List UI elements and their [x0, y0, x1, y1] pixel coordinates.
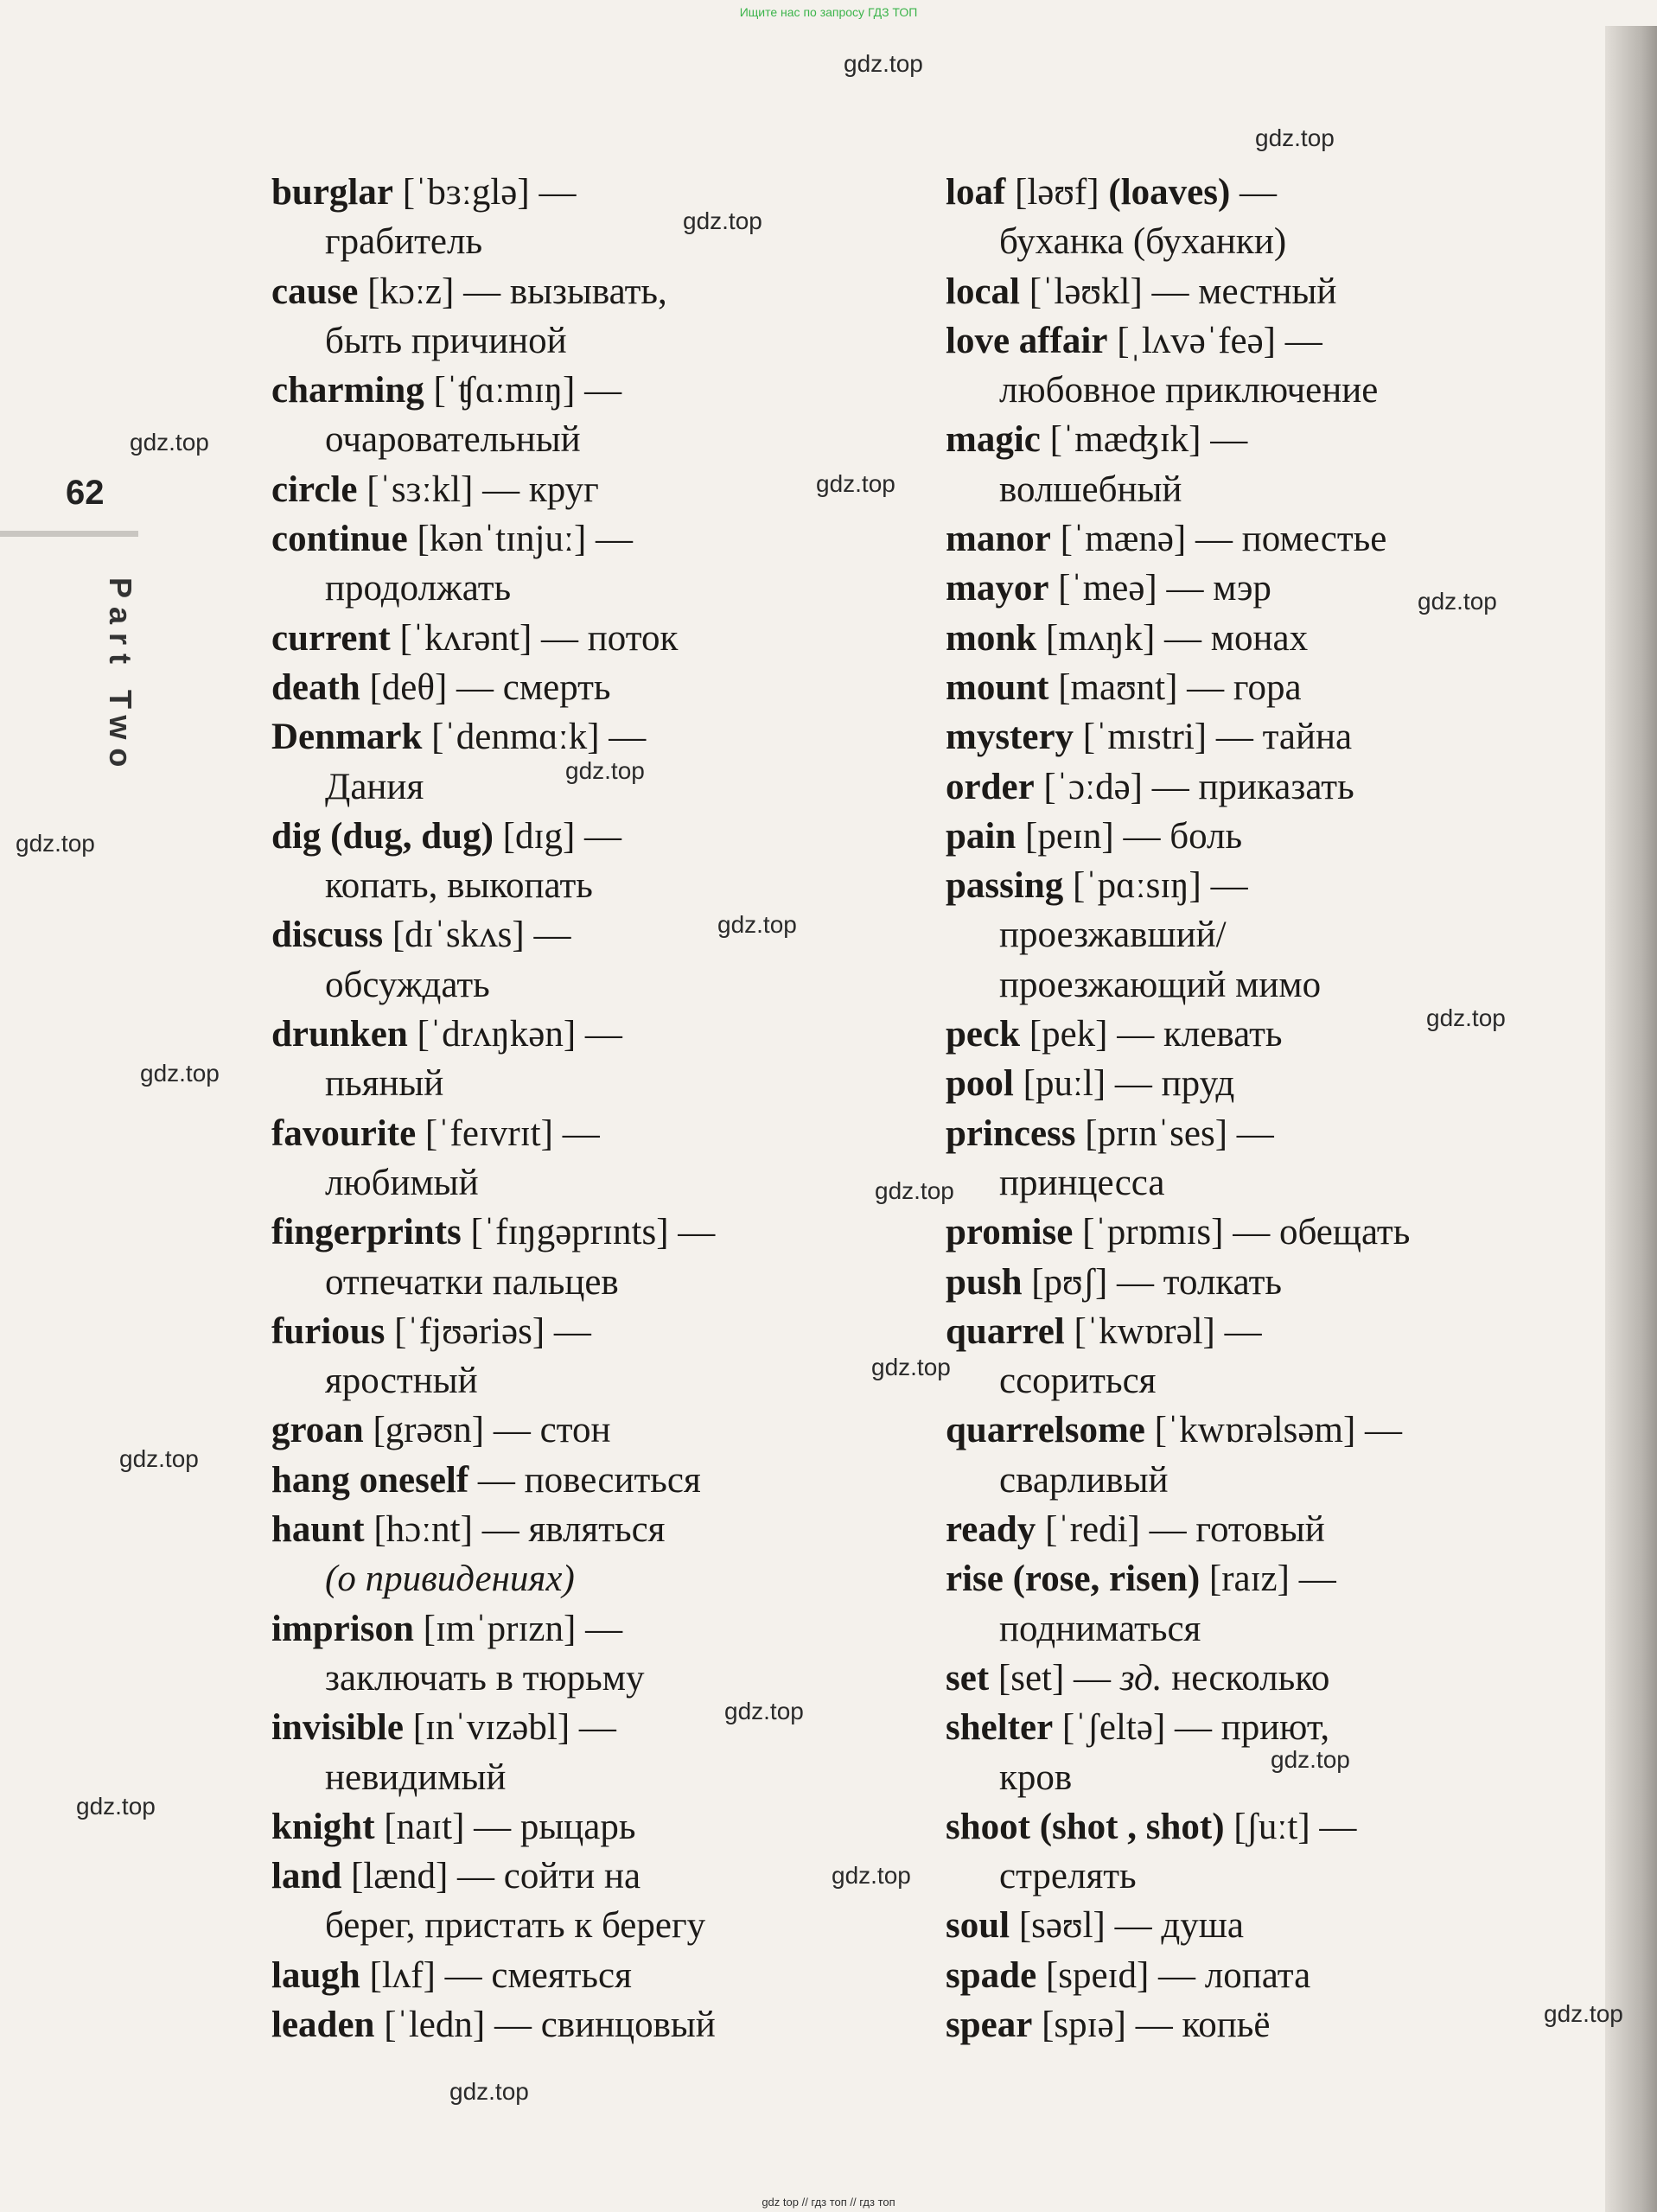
entry-headword: leaden	[271, 2004, 375, 2045]
vocabulary-entry	[271, 1852, 876, 1951]
entry-transcription: [ˈredi] — готовый	[1036, 1509, 1325, 1551]
entry-translation: сварливый	[999, 1459, 1169, 1501]
entry-headword: charming	[271, 370, 424, 411]
watermark: gdz.top	[844, 50, 923, 77]
entry-line	[271, 168, 876, 217]
entry-translation: копать, выкопать	[325, 865, 593, 907]
entry-line	[271, 1604, 876, 1654]
entry-line	[271, 663, 876, 712]
page-edge-shadow	[1605, 26, 1657, 2212]
vocabulary-entry	[946, 1406, 1533, 1505]
vocabulary-entry	[946, 1505, 1533, 1554]
entry-headword: monk	[946, 617, 1037, 659]
entry-headword: soul	[946, 1905, 1010, 1947]
entry-line	[946, 514, 1533, 564]
entry-transcription: [ˈbɜːglə] —	[392, 172, 577, 213]
vocabulary-entry	[946, 1703, 1533, 1802]
entry-line	[946, 1258, 1533, 1307]
entry-headword: pool	[946, 1063, 1014, 1105]
entry-headword: land	[271, 1856, 342, 1897]
entry-transcription: [ˈʧɑːmɪŋ] —	[424, 370, 622, 411]
watermark: gdz.top	[119, 1445, 199, 1472]
entry-line	[946, 1406, 1533, 1455]
watermark: gdz.top	[871, 1354, 951, 1380]
entry-transcription: [puːl] — пруд	[1013, 1063, 1235, 1105]
entry-line	[271, 366, 876, 415]
entry-headword: shoot (shot , shot)	[946, 1806, 1225, 1847]
watermark: gdz.top	[683, 207, 762, 234]
entry-line	[271, 514, 876, 564]
vocabulary-entry	[271, 812, 876, 911]
entry-headword: pain	[946, 815, 1017, 857]
entry-headword: ready	[946, 1509, 1036, 1551]
vocabulary-entry	[946, 1208, 1533, 1257]
entry-transcription: [ʃuːt] —	[1224, 1806, 1357, 1847]
entry-line	[946, 1654, 1533, 1703]
entry-headword: burglar	[271, 172, 393, 213]
entry-line	[271, 712, 876, 762]
watermark: gdz.top	[565, 757, 645, 784]
entry-transcription: — повеситься	[468, 1459, 701, 1501]
entry-translation: продолжать	[325, 568, 512, 609]
side-rule	[0, 531, 138, 537]
entry-transcription: [ˌlʌvəˈfeə] —	[1107, 320, 1322, 361]
entry-line	[946, 267, 1533, 316]
entry-line	[946, 316, 1533, 366]
vocabulary-entry	[946, 1059, 1533, 1108]
entry-translation: любовное приключение	[999, 370, 1379, 411]
entry-headword: loaf	[946, 172, 1006, 213]
entry-transcription: [səʊl] — душа	[1010, 1905, 1244, 1947]
watermark: gdz.top	[1544, 2000, 1623, 2027]
vocabulary-entry	[271, 1109, 876, 1208]
entry-translation: пьяный	[325, 1063, 444, 1105]
vocabulary-entry	[946, 712, 1533, 762]
entry-line	[946, 1951, 1533, 2000]
watermark: gdz.top	[724, 1698, 804, 1724]
entry-line	[946, 168, 1533, 217]
watermark: gdz.top	[875, 1177, 954, 1204]
vocabulary-entry	[946, 762, 1533, 812]
watermark: gdz.top	[449, 2078, 529, 2105]
vocabulary-entry	[271, 465, 876, 514]
entry-translation-tail: несколько	[1162, 1657, 1330, 1699]
entry-headword: continue	[271, 519, 408, 560]
entry-transcription: [lʌf] — смеяться	[360, 1954, 632, 1996]
entry-headword: laugh	[271, 1954, 360, 1996]
entry-headword: manor	[946, 519, 1051, 560]
entry-headword: spade	[946, 1954, 1037, 1996]
entry-headword: groan	[271, 1410, 364, 1451]
entry-transcription: [dɪg] —	[493, 815, 622, 857]
entry-transcription: [ˈpɑːsɪŋ] —	[1063, 865, 1248, 907]
entry-transcription: [grəʊn] — стон	[363, 1410, 611, 1451]
vocabulary-entry	[946, 614, 1533, 663]
entry-translation: Дания	[325, 766, 424, 807]
entry-line	[946, 1109, 1533, 1158]
entry-translation: ссориться	[999, 1361, 1157, 1402]
entry-headword: fingerprints	[271, 1212, 462, 1253]
entry-line	[271, 1951, 876, 2000]
entry-transcription: [prɪnˈses] —	[1075, 1112, 1274, 1154]
vocabulary-entry	[946, 2000, 1533, 2049]
vocabulary-entry	[946, 514, 1533, 564]
vocabulary-entry	[271, 1406, 876, 1455]
entry-translation: грабитель	[325, 221, 483, 263]
vocabulary-entry	[271, 1802, 876, 1852]
watermark: gdz.top	[16, 830, 95, 857]
entry-line	[946, 2000, 1533, 2049]
entry-line	[946, 614, 1533, 663]
entry-headword: rise (rose, risen)	[946, 1559, 1201, 1600]
entry-line	[271, 1208, 876, 1257]
entry-transcription: [deθ] — смерть	[360, 666, 611, 708]
entry-headword: quarrel	[946, 1310, 1065, 1352]
entry-headword: shelter	[946, 1707, 1054, 1749]
entry-headword: cause	[271, 271, 359, 312]
watermark: gdz.top	[1271, 1746, 1350, 1773]
entry-transcription: [ˈmeə] — мэр	[1048, 568, 1271, 609]
entry-transcription: [ˈləʊkl] — местный	[1019, 271, 1337, 312]
page-number: 62	[66, 474, 105, 512]
entry-transcription: [dɪˈskʌs] —	[383, 915, 571, 956]
vocabulary-entry	[271, 514, 876, 614]
watermark: gdz.top	[1255, 124, 1335, 151]
entry-translation: стрелять	[999, 1856, 1137, 1897]
vocabulary-entry	[946, 168, 1533, 267]
entry-transcription: [pʊʃ] — толкать	[1022, 1261, 1283, 1303]
entry-transcription: [peɪn] — боль	[1016, 815, 1243, 857]
entry-headword: push	[946, 1261, 1023, 1303]
entry-translation: проезжающий мимо	[999, 964, 1322, 1005]
entry-transcription: [ˈmɪstri] — тайна	[1074, 717, 1353, 758]
vocabulary-entry	[271, 168, 876, 267]
entry-line	[946, 1554, 1533, 1603]
watermark: gdz.top	[816, 470, 895, 497]
bottom-banner: gdz top // гдз топ // гдз топ	[762, 2196, 895, 2209]
entry-headword: peck	[946, 1014, 1020, 1055]
vocabulary-entry	[271, 267, 876, 367]
entry-transcription: [lænd] — сойти на	[341, 1856, 641, 1897]
vocabulary-entry	[946, 663, 1533, 712]
entry-line	[271, 1109, 876, 1158]
vocabulary-entry	[946, 316, 1533, 416]
watermark: gdz.top	[140, 1060, 220, 1087]
entry-line	[946, 812, 1533, 861]
entry-translation: заключать в тюрьму	[325, 1657, 645, 1699]
entry-headword: drunken	[271, 1014, 408, 1055]
entry-headword: princess	[946, 1112, 1076, 1154]
entry-line	[271, 1852, 876, 1901]
entry-translation: любимый	[325, 1162, 479, 1203]
entry-headword: discuss	[271, 915, 384, 956]
entry-transcription: [ˈɔːdə] — приказать	[1034, 766, 1354, 807]
entry-translation: (о привидениях)	[325, 1559, 575, 1600]
entry-translation-tail: —	[1230, 172, 1278, 213]
entry-translation: очаровательный	[325, 419, 581, 461]
entry-headword: quarrelsome	[946, 1410, 1145, 1451]
vocabulary-column-left	[271, 168, 876, 2049]
entry-line	[946, 1505, 1533, 1554]
entry-transcription: [ˈfeɪvrɪt] —	[416, 1112, 600, 1154]
entry-line	[271, 1802, 876, 1852]
vocabulary-entry	[946, 415, 1533, 514]
entry-headword: love affair	[946, 320, 1108, 361]
vocabulary-entry	[271, 1604, 876, 1704]
entry-headword: current	[271, 617, 391, 659]
entry-line	[271, 614, 876, 663]
entry-transcription: [speɪd] — лопата	[1036, 1954, 1311, 1996]
entry-headword: furious	[271, 1310, 386, 1352]
entry-headword: set	[946, 1657, 990, 1699]
entry-translation: подниматься	[999, 1608, 1201, 1649]
vocabulary-entry	[946, 267, 1533, 316]
vocabulary-entry	[946, 1258, 1533, 1307]
part-label: Part Two	[103, 577, 138, 776]
entry-line	[946, 1208, 1533, 1257]
entry-translation: берег, пристать к берегу	[325, 1905, 706, 1947]
entry-transcription: [ˈkwɒrəl] —	[1064, 1310, 1262, 1352]
entry-line	[946, 712, 1533, 762]
entry-transcription: [ˈfɪŋgəprɪnts] —	[461, 1212, 716, 1253]
entry-abbreviation: зд.	[1119, 1657, 1163, 1699]
vocabulary-entry	[946, 1307, 1533, 1406]
entry-transcription: [ɪmˈprɪzn] —	[413, 1608, 623, 1649]
entry-transcription: [kɔːz] — вызывать,	[358, 271, 667, 312]
watermark: gdz.top	[1426, 1004, 1506, 1031]
entry-headword: death	[271, 666, 360, 708]
entry-headword: order	[946, 766, 1035, 807]
vocabulary-entry	[946, 1109, 1533, 1208]
vocabulary-entry	[946, 1901, 1533, 1950]
vocabulary-entry	[271, 1010, 876, 1109]
entry-line	[271, 1010, 876, 1059]
vocabulary-entry	[271, 1307, 876, 1406]
vocabulary-entry	[271, 1951, 876, 2000]
entry-transcription: [ˈdenmɑːk] —	[422, 717, 647, 758]
entry-transcription: [ˈmæʤɪk] —	[1040, 419, 1248, 461]
entry-headword: knight	[271, 1806, 375, 1847]
entry-line	[946, 762, 1533, 812]
entry-headword: mystery	[946, 717, 1074, 758]
entry-transcription: [ləʊf]	[1005, 172, 1109, 213]
entry-translation: проезжавший/	[999, 915, 1227, 956]
entry-translation: принцесса	[999, 1162, 1165, 1203]
entry-line	[946, 415, 1533, 464]
entry-headword: passing	[946, 865, 1064, 907]
entry-headword: mount	[946, 666, 1049, 708]
entry-transcription: [ˈʃeltə] — приют,	[1053, 1707, 1330, 1749]
entry-headword: spear	[946, 2004, 1033, 2045]
watermark: gdz.top	[832, 1862, 911, 1889]
entry-headword: imprison	[271, 1608, 414, 1649]
watermark: gdz.top	[1418, 588, 1497, 615]
entry-line	[946, 1703, 1533, 1752]
entry-headword: local	[946, 271, 1020, 312]
watermark: gdz.top	[130, 429, 209, 456]
entry-translation: волшебный	[999, 469, 1182, 510]
vocabulary-entry	[946, 861, 1533, 1010]
entry-line	[271, 1505, 876, 1554]
entry-headword: mayor	[946, 568, 1049, 609]
entry-headword: magic	[946, 419, 1041, 461]
entry-translation: быть причиной	[325, 320, 567, 361]
entry-plural-form: (loaves)	[1108, 172, 1231, 213]
entry-translation: буханка (буханки)	[999, 221, 1287, 263]
entry-transcription: [ˈmænə] — поместье	[1050, 519, 1387, 560]
entry-translation: кров	[999, 1756, 1073, 1798]
entry-headword: invisible	[271, 1707, 404, 1749]
vocabulary-entry	[271, 2000, 876, 2049]
vocabulary-entry	[271, 663, 876, 712]
entry-transcription: [raɪz] —	[1200, 1559, 1336, 1600]
entry-headword: promise	[946, 1212, 1074, 1253]
vocabulary-entry	[271, 1208, 876, 1307]
entry-line	[946, 1802, 1533, 1852]
entry-transcription: [maʊnt] — гора	[1048, 666, 1302, 708]
entry-transcription: [ɪnˈvɪzəbl] —	[403, 1707, 616, 1749]
entry-translation: яростный	[325, 1361, 478, 1402]
entry-transcription: [naɪt] — рыцарь	[374, 1806, 636, 1847]
entry-headword: Denmark	[271, 717, 423, 758]
entry-headword: hang oneself	[271, 1459, 469, 1501]
entry-line	[271, 465, 876, 514]
entry-line	[946, 861, 1533, 910]
entry-line	[946, 663, 1533, 712]
watermark: gdz.top	[76, 1793, 156, 1820]
vocabulary-entry	[946, 1802, 1533, 1902]
entry-line	[271, 812, 876, 861]
entry-line	[946, 1307, 1533, 1356]
entry-transcription: [ˈkwɒrəlsəm] —	[1144, 1410, 1403, 1451]
vocabulary-entry	[271, 614, 876, 663]
vocabulary-entry	[271, 1456, 876, 1505]
top-banner: Ищите нас по запросу ГДЗ ТОП	[739, 5, 918, 19]
entry-headword: circle	[271, 469, 358, 510]
entry-headword: dig (dug, dug)	[271, 815, 494, 857]
watermark: gdz.top	[717, 911, 797, 938]
entry-translation: отпечатки пальцев	[325, 1261, 619, 1303]
entry-transcription: [set] —	[989, 1657, 1120, 1699]
entry-line	[946, 1901, 1533, 1950]
entry-transcription: [ˈsɜːkl] — круг	[357, 469, 599, 510]
entry-line	[271, 2000, 876, 2049]
entry-transcription: [mʌŋk] — монах	[1036, 617, 1309, 659]
entry-line	[271, 1307, 876, 1356]
vocabulary-column-right	[946, 168, 1533, 2049]
entry-line	[271, 1456, 876, 1505]
entry-transcription: [ˈprɒmɪs] — обещать	[1073, 1212, 1411, 1253]
entry-headword: favourite	[271, 1112, 417, 1154]
vocabulary-entry	[271, 366, 876, 465]
entry-transcription: [ˈfjʊəriəs] —	[385, 1310, 591, 1352]
vocabulary-entry	[946, 812, 1533, 861]
entry-translation: невидимый	[325, 1756, 507, 1798]
entry-headword: haunt	[271, 1509, 365, 1551]
entry-transcription: [hɔːnt] — являться	[364, 1509, 666, 1551]
entry-line	[271, 1406, 876, 1455]
entry-transcription: [kənˈtɪnjuː] —	[407, 519, 634, 560]
vocabulary-entry	[946, 1554, 1533, 1654]
entry-line	[946, 1059, 1533, 1108]
entry-transcription: [spɪə] — копьё	[1032, 2004, 1271, 2045]
entry-line	[271, 267, 876, 316]
entry-transcription: [ˈdrʌŋkən] —	[407, 1014, 622, 1055]
vocabulary-entry	[271, 1505, 876, 1604]
entry-transcription: [pek] — клевать	[1020, 1014, 1283, 1055]
entry-translation: обсуждать	[325, 964, 490, 1005]
entry-transcription: [ˈkʌrənt] — поток	[390, 617, 679, 659]
entry-transcription: [ˈledn] — свинцовый	[374, 2004, 716, 2045]
vocabulary-entry	[946, 1654, 1533, 1703]
vocabulary-entry	[946, 1951, 1533, 2000]
